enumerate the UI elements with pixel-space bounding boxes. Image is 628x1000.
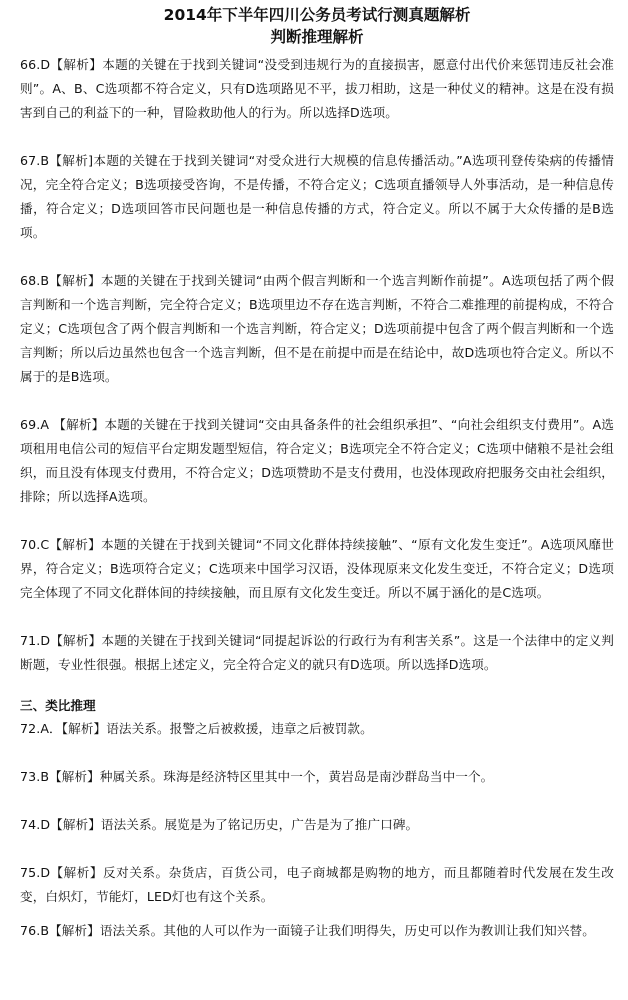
- answer-74: 74.D【解析】语法关系。展览是为了铭记历史，广告是为了推广口碑。: [20, 817, 419, 832]
- answer-75: 75.D【解析】反对关系。杂货店，百货公司，电子商城都是购物的地方，而且都随着时代发展在发生改变，白炽灯，节能灯，LED灯也有这个关系。: [20, 865, 614, 904]
- answer-73: 73.B【解析】种属关系。珠海是经济特区里其中一个，黄岩岛是南沙群岛当中一个。: [20, 769, 494, 784]
- section-heading-analogy: 三、类比推理: [20, 698, 96, 713]
- document-title: 2014年下半年四川公务员考试行测真题解析: [163, 6, 471, 24]
- answer-71: 71.D【解析】本题的关键在于找到关键词“同提起诉讼的行政行为有利害关系”。这是一个法律中的定义判断题，专业性很强。根据上述定义，完全符合定义的就只有D选项。所以选择D选项。: [20, 633, 614, 672]
- answer-72: 72.A．【解析】语法关系。报警之后被救援，违章之后被罚款。: [20, 721, 373, 736]
- answer-67: 67.B【解析]本题的关键在于找到关键词“对受众进行大规模的信息传播活动。”A选项刊登传染病的传播情况，完全符合定义；B选项接受咨询，不是传播，不符合定义；C选项直播领导人外事活动，是一种信息传播，符合定义；D选项回答市民问题也是一种信息传播的方式，符合定义。所以不属于大众传播的是B选项。: [20, 153, 614, 240]
- answer-70: 70.C【解析】本题的关键在于找到关键词“不同文化群体持续接触”、“原有文化发生变迁”。A选项风靡世界，符合定义；B选项符合定义；C选项来中国学习汉语，没体现原来文化发生变迁，不符合定义；D选项完全体现了不同文化群体间的持续接触，而且原有文化发生变迁。所以不属于涵化的是C选项。: [20, 537, 614, 600]
- answer-68: 68.B【解析】本题的关键在于找到关键词“由两个假言判断和一个选言判断作前提”。A选项包括了两个假言判断和一个选言判断，完全符合定义；B选项里边不存在选言判断，不符合二难推理的前提构成，不符合定义；C选项包含了两个假言判断和一个选言判断，符合定义；D选项前提中包含了两个假言判断和一个选言判断；所以后边虽然也包含一个选言判断，但不是在前提中而是在结论中，故D选项也符合定义。所以不属于的是B选项。: [20, 273, 614, 384]
- answer-69: 69.A 【解析】本题的关键在于找到关键词“交由具备条件的社会组织承担”、“向社会组织支付费用”。A选项租用电信公司的短信平台定期发题型短信，符合定义；B选项完全不符合定义；C选项中储粮不是社会组织，而且没有体现支付费用，不符合定义；D选项赞助不是支付费用，也没体现政府把服务交由社会组织，排除；所以选择A选项。: [20, 417, 614, 504]
- answer-66: 66.D【解析】本题的关键在于找到关键词“没受到违规行为的直接损害，愿意付出代价来惩罚违反社会准则”。A、B、C选项都不符合定义，只有D选项路见不平，拔刀相助，这是一种仗义的精神。这是在没有损害到自己的利益下的一种，冒险救助他人的行为。所以选择D选项。: [20, 57, 614, 120]
- document-subtitle: 判断推理解析: [270, 28, 364, 46]
- answer-76: 76.B【解析】语法关系。其他的人可以作为一面镜子让我们明得失，历史可以作为教训让我们知兴替。: [20, 923, 595, 938]
